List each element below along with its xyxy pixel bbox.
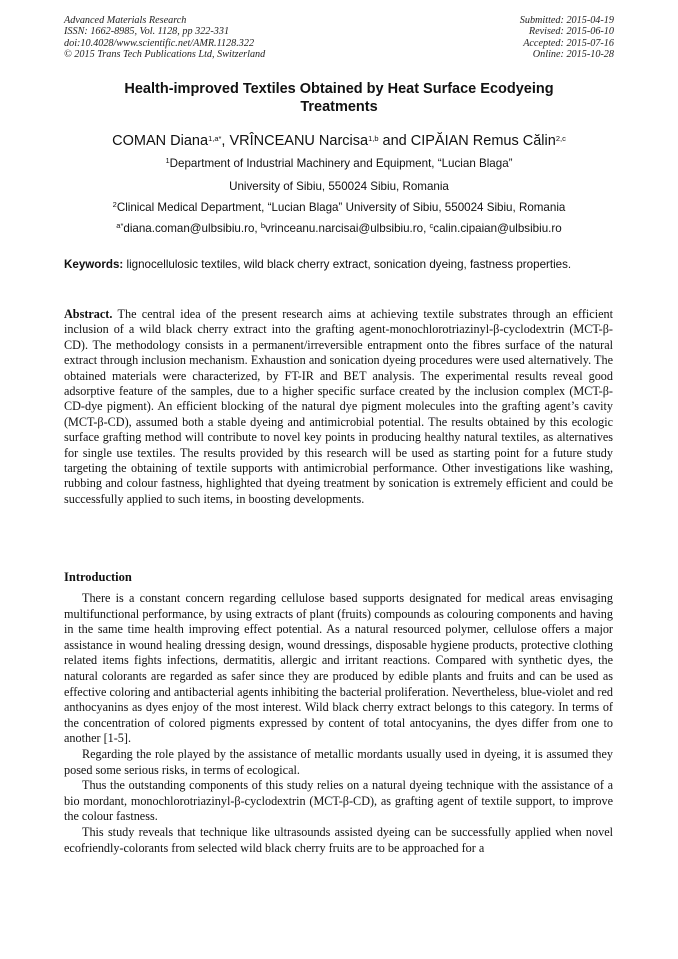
author-affiliation-mark: 2,c [555, 134, 566, 143]
introduction-body [64, 591, 613, 856]
affiliation-1-line-1 [30, 157, 648, 170]
journal-name: Advanced Materials Research [64, 15, 187, 26]
paragraph: Regarding the role played by the assistance of metallic mordants usually used in dyeing, it is assumed they posed some serious risks, in terms of ecological. [64, 746, 613, 777]
abstract [64, 307, 613, 507]
keywords [64, 258, 613, 271]
author-separator: , [221, 133, 230, 149]
title-line-2: Treatments [300, 99, 378, 115]
affiliation-mark: 2 [112, 200, 117, 209]
email-mark: c [429, 221, 434, 230]
date-revised: Revised: 2015-06-10 [528, 26, 614, 38]
author-affiliation-mark: 1,a* [208, 134, 222, 143]
email-mark: a* [116, 221, 124, 230]
author-name: COMAN Diana [112, 133, 209, 149]
author-name: CIPĂIAN Remus Călin [410, 133, 556, 149]
affiliation-text: Clinical Medical Department, “Lucian Blaga” University of Sibiu, 550024 Sibiu, Romania [116, 201, 566, 214]
paper-title [64, 80, 614, 116]
title-line-1: Health-improved Textiles Obtained by Heat Surface Ecodyeing [124, 81, 554, 97]
paragraph: Thus the outstanding components of this study relies on a natural dyeing technique with the assistance of a bio mordant, monochlorotriazinyl-β-cyclodextrin (MCT-β-CD), as grafting agent of textile support, to improve the colour fastness. [64, 778, 613, 824]
abstract-label: Abstract. [64, 307, 113, 321]
author-separator: and [378, 133, 411, 149]
abstract-text: The central idea of the present research aims at achieving textile substrates through an efficient inclusion of a wild black cherry extract into the grafting agent-monochlorotriazinyl-β-cyclodextrin (MCT-β-CD). The methodology consists in a permanent/irreversible entrapment onto the fibres surface of the natural extract through inclusion mechanism. Exhaustion and sonication dyeing procedures were used alternatively. The obtained materials were characterized, by FT-IR and BET analysis. The experimental results reveal good adsorptive feature of the samples, due to a higher specific surface created by the inclusion complex (MCT-β-CD-dye pigment). An efficient blocking of the natural dye pigment molecules into the grafting agent’s cavity (MCT-β-CD), assumed both a stable dyeing and antimicrobial potential. The results obtained by this ecologic surface grafting method will contribute to novel key points in producing healthy natural textiles, as alternatives for single use textiles. The results provided by this research will be used as starting point for a future study targeting the obtaining of textile supports with antimicrobial performance. Other investigations like washing, rubbing and colour fastness, highlighted that dyeing treatment by sonication is extremely efficient and could be successfully applied to such items, in boosting developments. [64, 307, 613, 506]
keywords-text: lignocellulosic textiles, wild black cherry extract, sonication dyeing, fastness properties. [123, 258, 572, 271]
journal-copyright: © 2015 Trans Tech Publications Ltd, Switzerland [64, 48, 266, 60]
author-affiliation-mark: 1,b [368, 134, 379, 143]
dates-header [520, 15, 614, 60]
date-accepted: Accepted: 2015-07-16 [523, 37, 614, 49]
journal-doi: doi:10.4028/www.scientific.net/AMR.1128.322 [64, 37, 255, 49]
date-online: Online: 2015-10-28 [532, 48, 614, 60]
email-address[interactable]: vrinceanu.narcisai@ulbsibiu.ro, [265, 222, 430, 235]
author-name: VRÎNCEANU Narcisa [229, 133, 369, 149]
paragraph: There is a constant concern regarding cellulose based supports designated for medical areas envisaging multifunctional performance, by using extracts of plant (fruits) compounds as colouring components and having in the same time health improving effect potential. As a natural resourced polymer, cellulose offers a major assistance in wound healing dressing design, wound dressings, disposable hygiene products, protective clothing related items fights infections, dermatitis, allergic and irritant reactions. Compared with synthetic dyes, the natural colorants are regarded as safer since they are produced by edible plants and fruits and can be used as effective coloring and antibacterial agents inhibiting the bacterial proliferation. Nevertheless, blue-violet and red anthocyanins as dyes enjoy of the most interest. Wild black cherry extract belongs to this category. In terms of the concentration of colored pigments expressed by content of total antocyanins, the dyes differ from one to another [1-5]. [64, 591, 613, 746]
journal-header [64, 15, 265, 60]
affiliation-mark: 1 [165, 156, 170, 165]
affiliation-1-line-2: University of Sibiu, 550024 Sibiu, Romania [229, 180, 449, 193]
affiliation-2 [30, 201, 648, 214]
email-line [30, 222, 648, 235]
journal-issn: ISSN: 1662-8985, Vol. 1128, pp 322-331 [64, 26, 230, 38]
author-list [40, 133, 638, 149]
email-address[interactable]: calin.cipaian@ulbsibiu.ro [433, 222, 562, 235]
keywords-label: Keywords: [64, 258, 124, 271]
date-submitted: Submitted: 2015-04-19 [519, 15, 614, 26]
email-address[interactable]: diana.coman@ulbsibiu.ro, [123, 222, 261, 235]
paragraph: This study reveals that technique like ultrasounds assisted dyeing can be successfully applied when novel ecofriendly-colorants from selected wild black cherry fruits are to be approached for a [64, 824, 613, 855]
section-heading-introduction: Introduction [64, 570, 132, 584]
email-mark: b [260, 221, 266, 230]
affiliation-text: Department of Industrial Machinery and Equipment, “Lucian Blaga” [169, 157, 513, 170]
